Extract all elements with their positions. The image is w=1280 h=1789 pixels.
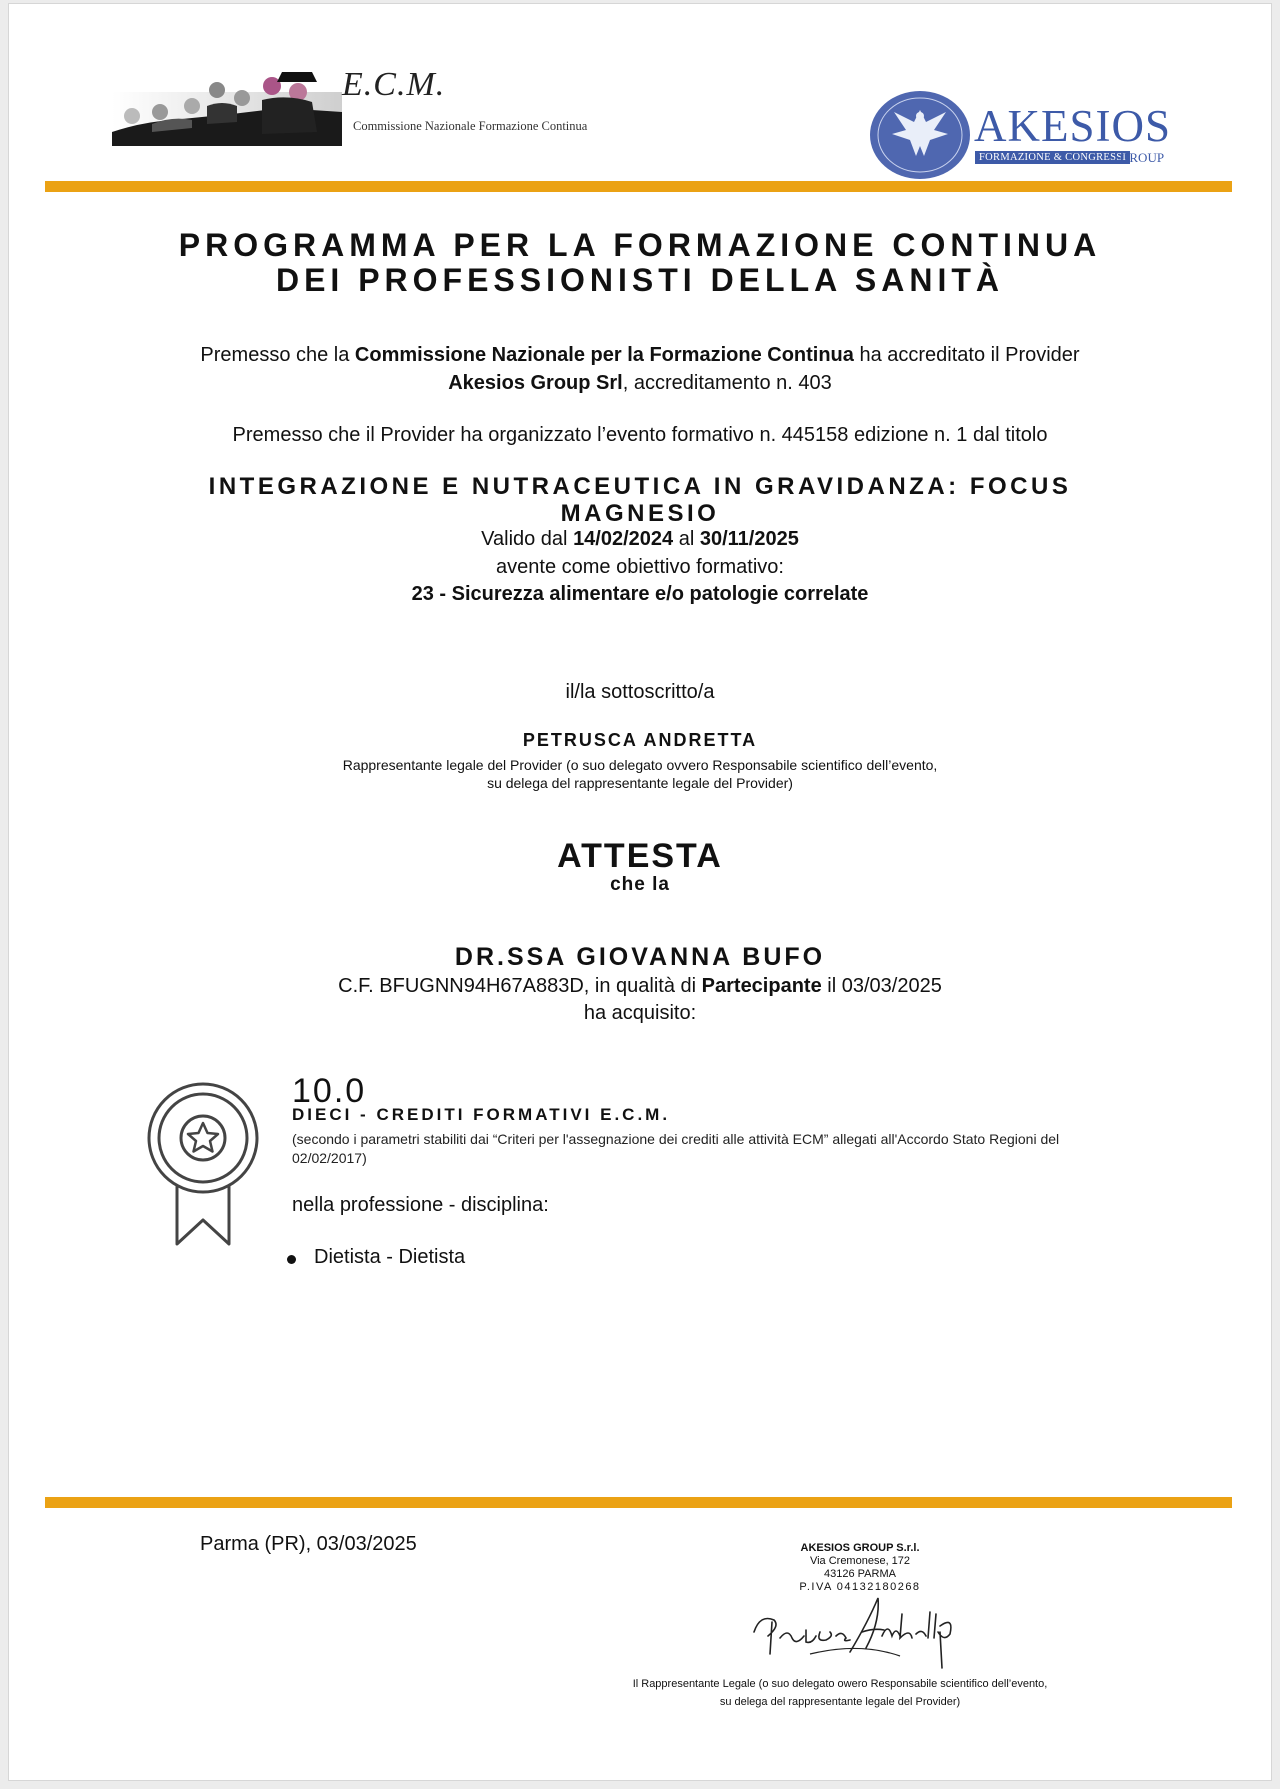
akesios-logo-group: GROUP xyxy=(1120,150,1165,165)
credits-label: DIECI - CREDITI FORMATIVI E.C.M. xyxy=(292,1105,671,1124)
profession-label: nella professione - disciplina: xyxy=(292,1194,549,1216)
validity-text: al xyxy=(673,528,700,550)
signatory-role-line1: Rappresentante legale del Provider (o suo delegato ovvero Responsabile scientifico dell’evento, xyxy=(342,757,938,773)
valid-from-date: 14/02/2024 xyxy=(573,528,674,550)
credits-note: (secondo i parametri stabiliti dai “Criteri per l'assegnazione dei crediti alle attività ECM” allegati all'Accordo Stato Regioni del 02/02/2017) xyxy=(292,1131,1060,1166)
company-stamp xyxy=(740,1542,980,1594)
validity-text: Valido dal xyxy=(481,528,574,550)
acquired-label: ha acquisito: xyxy=(583,1002,697,1024)
accreditation-number: , accreditamento n. 403 xyxy=(622,372,832,394)
stamp-address: Via Cremonese, 172 xyxy=(809,1555,911,1567)
credits-value: 10.0 xyxy=(292,1072,367,1110)
participant-details xyxy=(0,972,1280,1000)
signatory-name: PETRUSCA ANDRETTA xyxy=(522,730,758,750)
stamp-city: 43126 PARMA xyxy=(824,1568,896,1580)
list-bullet xyxy=(287,1255,296,1264)
event-validity xyxy=(0,525,1280,553)
handwritten-signature xyxy=(750,1592,970,1672)
footer-divider xyxy=(45,1497,1232,1508)
participant-role: Partecipante xyxy=(701,975,822,997)
signatory-role-line2: su delega del rappresentante legale del Provider) xyxy=(487,775,793,791)
participant-date: il 03/03/2025 xyxy=(821,975,942,997)
signature-caption-line2: su delega del rappresentante legale del Provider) xyxy=(719,1696,961,1708)
event-title: INTEGRAZIONE E NUTRACEUTICA IN GRAVIDANZA: FOCUS MAGNESIO xyxy=(208,473,1072,527)
ecm-logo-title: E.C.M. xyxy=(342,66,446,103)
stamp-company-name: AKESIOS GROUP S.r.l. xyxy=(800,1542,920,1554)
akesios-phoenix-seal-icon xyxy=(868,90,972,180)
place-and-date: Parma (PR), 03/03/2025 xyxy=(200,1533,417,1555)
program-title-line2: DEI PROFESSIONISTI DELLA SANITÀ xyxy=(275,262,1005,298)
ecm-anatomy-lesson-logo xyxy=(112,62,342,146)
premise-accreditation-line1 xyxy=(0,341,1280,369)
signature-caption xyxy=(560,1675,1120,1711)
signatory-intro: il/la sottoscritto/a xyxy=(565,681,715,703)
stamp-vat: P.IVA 04132180268 xyxy=(799,1581,921,1593)
akesios-logo-name: AKESIOS xyxy=(974,101,1172,151)
akesios-logo-tagline: FORMAZIONE & CONGRESSI xyxy=(975,151,1130,164)
objective-label: avente come obiettivo formativo: xyxy=(496,556,784,578)
profession-item: Dietista - Dietista xyxy=(314,1246,466,1268)
signature-caption-line1: Il Rappresentante Legale (o suo delegato owero Responsabile scientifico dell’evento, xyxy=(632,1678,1048,1690)
commission-name: Commissione Nazionale per la Formazione Continua xyxy=(354,344,854,366)
premise-text: Premesso che la xyxy=(200,344,355,366)
provider-name: Akesios Group Srl xyxy=(448,372,623,394)
award-badge-icon xyxy=(145,1082,265,1252)
participant-fiscal-code: C.F. BFUGNN94H67A883D, in qualità di xyxy=(338,975,702,997)
ecm-logo-subtitle: Commissione Nazionale Formazione Continua xyxy=(353,119,588,133)
header-divider xyxy=(45,181,1232,192)
attesta-heading: ATTESTA xyxy=(557,837,723,875)
premise-accreditation-line2 xyxy=(0,369,1280,397)
program-title-line1: PROGRAMMA PER LA FORMAZIONE CONTINUA xyxy=(178,227,1102,263)
participant-name: DR.SSA GIOVANNA BUFO xyxy=(454,943,826,971)
objective-value: 23 - Sicurezza alimentare e/o patologie correlate xyxy=(411,583,869,605)
premise-text: ha accreditato il Provider xyxy=(853,344,1080,366)
attesta-subheading: che la xyxy=(610,874,670,895)
premise-event: Premesso che il Provider ha organizzato l’evento formativo n. 445158 edizione n. 1 dal titolo xyxy=(232,424,1048,446)
valid-to-date: 30/11/2025 xyxy=(699,528,799,550)
